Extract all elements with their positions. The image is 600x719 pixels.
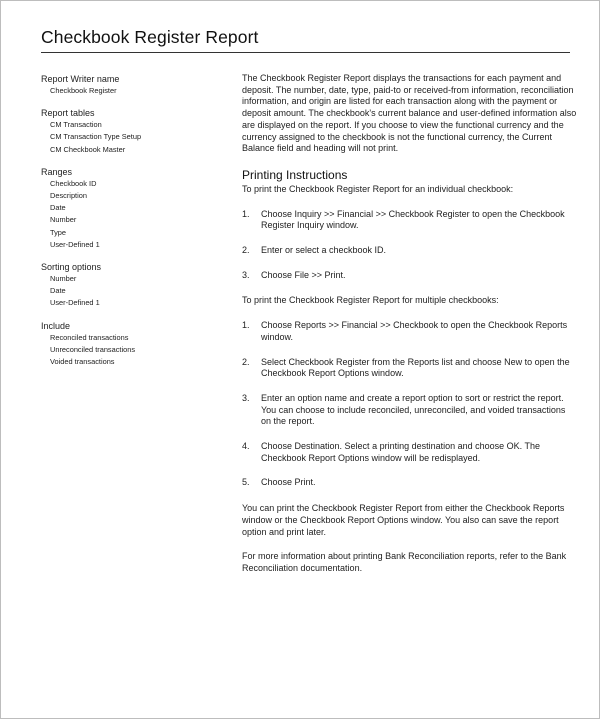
multiple-checkbooks-intro: To print the Checkbook Register Report for multiple checkbooks:: [242, 295, 499, 306]
section-item: User-Defined 1: [50, 298, 100, 308]
step-text: Choose Inquiry >> Financial >> Checkbook Register to open the Checkbook Register Inquiry window.: [261, 208, 565, 231]
individual-checkbook-intro: To print the Checkbook Register Report for an individual checkbook:: [242, 183, 514, 194]
section-item: CM Transaction: [50, 120, 102, 130]
step-number: 4.: [242, 441, 250, 452]
section-items: [50, 119, 226, 156]
section-items: [50, 178, 226, 251]
section-item: Description: [50, 191, 87, 201]
step-item: [242, 270, 577, 282]
step-text: Choose Destination. Select a printing destination and choose OK. The Checkbook Report Options window will be redisplayed.: [261, 441, 541, 463]
step-text: Enter or select a checkbook ID.: [261, 245, 387, 256]
report-details-sidebar: [41, 73, 226, 378]
closing-paragraph-more-info: For more information about printing Bank Reconciliation reports, refer to the Bank Reconciliation documentation.: [242, 551, 567, 573]
step-item: [242, 393, 577, 428]
sidebar-section-include: [41, 320, 226, 369]
step-number: 2.: [242, 245, 250, 256]
step-item: [242, 320, 577, 343]
sidebar-section-sorting-options: [41, 261, 226, 310]
section-item: Checkbook ID: [50, 178, 97, 188]
step-text: Choose Print.: [261, 477, 316, 488]
section-heading: Report Writer name: [41, 74, 120, 84]
printing-instructions-heading: Printing Instructions: [242, 167, 348, 182]
section-item: Date: [50, 203, 66, 213]
section-items: [50, 85, 226, 97]
section-heading: Include: [41, 320, 71, 331]
intro-paragraph: The Checkbook Register Report displays the transactions for each payment and deposit. The number, date, type, paid-to or received-from information, reconciliation information, and origin are listed for each transaction along with the payment or deposit amount. The checkbook's current balance and user-defined information also are displayed on the report. If you choose to view the functional currency and the currency assigned to the checkbook is not the functional currency, the Current Balance field and heading will not print.: [242, 73, 577, 154]
step-text: Choose File >> Print.: [261, 269, 346, 280]
section-item: Voided transactions: [50, 357, 115, 367]
step-item: [242, 209, 577, 232]
individual-steps-list: [242, 209, 577, 282]
step-number: 1.: [242, 320, 250, 331]
section-heading: Report tables: [41, 108, 95, 119]
section-item: Number: [50, 215, 77, 225]
step-item: [242, 441, 577, 464]
sidebar-section-ranges: [41, 166, 226, 251]
step-item: [242, 245, 577, 257]
page-title: Checkbook Register Report: [41, 27, 259, 47]
section-items: [50, 332, 226, 369]
step-number: 3.: [242, 269, 250, 280]
section-item: Checkbook Register: [50, 86, 117, 95]
section-item: Number: [50, 274, 77, 284]
section-item: Reconciled transactions: [50, 332, 129, 342]
section-item: CM Transaction Type Setup: [50, 132, 142, 142]
section-heading: Sorting options: [41, 262, 102, 273]
sidebar-section-report-writer-name: [41, 73, 226, 97]
step-number: 5.: [242, 477, 250, 488]
step-number: 2.: [242, 356, 250, 367]
section-item: Date: [50, 286, 66, 296]
section-heading: Ranges: [41, 166, 73, 177]
multiple-steps-list: [242, 320, 577, 489]
step-text: Choose Reports >> Financial >> Checkbook to open the Checkbook Reports window.: [261, 320, 568, 342]
section-item: CM Checkbook Master: [50, 144, 126, 154]
main-content: [242, 73, 577, 575]
section-item: User-Defined 1: [50, 239, 100, 249]
step-text: Enter an option name and create a report option to sort or restrict the report. You can choose to include reconciled, unreconciled, and voided transactions on the report.: [261, 392, 566, 427]
step-number: 1.: [242, 208, 250, 219]
step-number: 3.: [242, 392, 250, 403]
sidebar-section-report-tables: [41, 107, 226, 156]
step-item: [242, 357, 577, 380]
title-divider: [41, 52, 570, 53]
section-item: Type: [50, 227, 67, 237]
step-item: [242, 477, 577, 489]
section-item: Unreconciled transactions: [50, 344, 136, 354]
section-items: [50, 273, 226, 310]
step-text: Select Checkbook Register from the Reports list and choose New to open the Checkbook Report Options window.: [261, 356, 570, 379]
closing-paragraph-print-options: You can print the Checkbook Register Report from either the Checkbook Reports window or the Checkbook Report Options window. You also can save the report option and print later.: [242, 503, 565, 537]
